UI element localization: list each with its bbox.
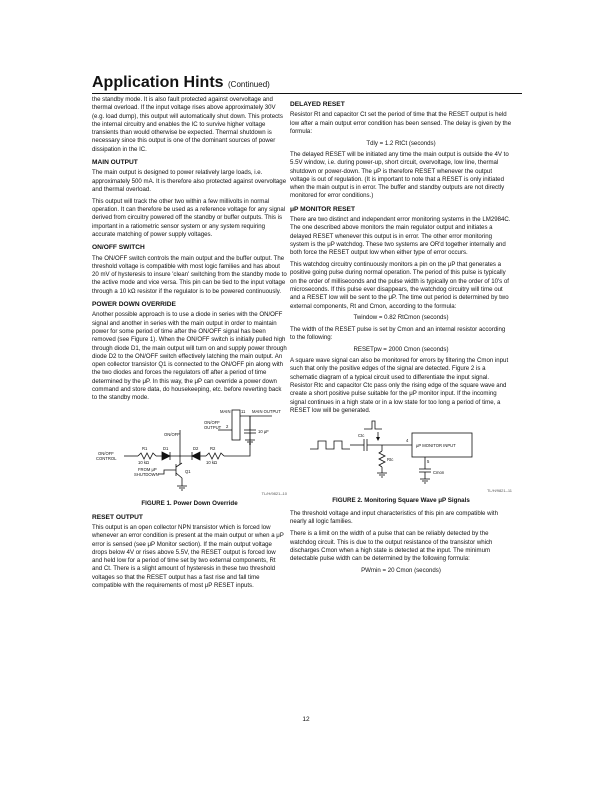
heading-up-monitor-reset: μP MONITOR RESET — [290, 205, 355, 213]
formula-pwmin: PWmin = 20 Cmon (seconds) — [361, 566, 441, 574]
label-r1-value: 10 kΩ — [138, 460, 150, 466]
label-q1: Q1 — [185, 469, 191, 475]
label-r1: R1 — [142, 446, 148, 452]
left-column — [92, 96, 287, 594]
label-onoff-control-2: CONTROL — [96, 456, 117, 462]
heading-reset-output: RESET OUTPUT — [92, 513, 143, 521]
figure-1-note: TL/H/9821–10 — [261, 491, 287, 497]
label-rtc: Rtc — [387, 456, 394, 462]
ground-symbols — [377, 473, 430, 483]
label-pin2: 2 — [226, 424, 229, 430]
heading-on-off-switch: ON/OFF SWITCH — [92, 244, 145, 252]
r2-to-main-wire — [224, 416, 250, 456]
q1-emitter — [176, 473, 182, 478]
label-capacitor: 10 μF — [258, 429, 269, 435]
label-r2: R2 — [210, 446, 216, 452]
formula-twindow: Twindow = 0.82 RtCmon (seconds) — [353, 314, 449, 322]
paragraph-main-output-1: The main output is designed to power relatively large loads, i.e. approximately 500 mA. It is therefore also protected against overvoltage and thermal overload. — [92, 169, 287, 193]
diode-d1 — [162, 452, 170, 460]
label-onoff-output-1: ON/OFF — [204, 420, 220, 426]
continued-label: (Continued) — [228, 80, 270, 89]
label-cmon: Cmon — [433, 469, 445, 475]
resistor-rtc — [379, 451, 385, 467]
regulator-block — [232, 410, 240, 440]
q1-base-wire — [158, 470, 176, 474]
label-pin4: 4 — [406, 437, 409, 443]
resistor-r2 — [206, 453, 224, 459]
label-onoff-control-1: ON/OFF — [98, 451, 114, 457]
paragraph-monitor-1: There are two distinct and independent error monitoring systems in the LM2984C. The one described above monitors the main regulator output and initiates a delayed RESET whenever this output is in error. The other error monitoring system is the μP watchdog. These two systems are OR'd together internally and both force the RESET output low when either type of error occurs. — [290, 216, 511, 257]
formula-tdly: Tdly = 1.2 RtCt (seconds) — [366, 139, 436, 147]
figure-1-caption: FIGURE 1. Power Down Override — [141, 500, 238, 508]
paragraph-main-output-2: This output will track the other two within a few millivolts in normal operation. It can therefore be used as a reference voltage for any signal derived from circuitry powered off the standby or buffer outputs. This is important in a ratiometric sensor system or any system requiring accurate matching of power supply voltages. — [92, 197, 286, 238]
paragraph-intro: the standby mode. It is also fault protected against overvoltage and thermal overload. If the input voltage rises above approximately 30V (e.g. load dump), this output will automatically shut down. This protects the internal circuitry and enables the IC to survive higher voltage transients than would otherwise be expected. Thermal shutdown is necessary since this output is one of the dominant sources of power dissipation in the IC. — [92, 96, 283, 153]
header-rule — [92, 93, 522, 94]
label-ctc: Ctc — [358, 432, 365, 438]
right-column — [290, 96, 512, 578]
label-from-up-1: FROM μP — [138, 467, 157, 473]
figure-2-schematic — [290, 419, 512, 491]
paragraph-monitor-4: A square wave signal can also be monitored for errors by filtering the Cmon input such that only the positive edges of the signal are detected. Figure 2 is a schematic diagram of a typical circuit used to differentiate the input signal. Resistor Rtc and capacitor Ctc pass only the rising edge of the square wave and create a short positive pulse suitable for the μP monitor input. If the incoming signal continues in a high state or in a low state for too long a period of time, a RESET low will be generated. — [290, 357, 509, 414]
page-number: 12 — [302, 716, 310, 723]
figure-2-caption: FIGURE 2. Monitoring Square Wave μP Signals — [332, 496, 470, 504]
paragraph-monitor-2: This watchdog circuitry continuously monitors a pin on the μP that generates a positive going pulse during normal operation. The period of this pulse is typically on the order of milliseconds and the pulse width is typically on the order of 10's of microseconds. If this pulse ever disappears, the watchdog circuitry will time out and a RESET low will be sent to the μP. The time out period is determined by two external components, Rt and Cmon, according to the formula: — [290, 261, 509, 310]
ground-symbols — [177, 440, 255, 490]
label-onoff-output-2: OUTPUT — [204, 425, 222, 431]
square-wave — [310, 441, 350, 449]
label-d1: D1 — [163, 446, 169, 452]
label-pin5: 5 — [427, 458, 430, 464]
heading-power-down-override: POWER DOWN OVERRIDE — [92, 301, 176, 309]
paragraph-delayed-reset-1: Resistor Rt and capacitor Ct set the period of time that the RESET output is held low after a main output error condition has been sensed. The delay is given by the formula: — [290, 111, 512, 135]
paragraph-on-off-switch: The ON/OFF switch controls the main output and the buffer output. The threshold voltage is compatible with most logic families and has about 20 mV of hysteresis to insure 'clean' switching from the standby mode to the active mode and vice versa. This pin can be tied to the input voltage through a 10 kΩ resistor if the regulator is to be powered continuously. — [92, 254, 287, 295]
formula-resetpw: RESETpw = 2000 Cmon (seconds) — [353, 345, 449, 353]
heading-delayed-reset: DELAYED RESET — [290, 101, 345, 108]
q1-collector — [176, 463, 182, 467]
paragraph-delayed-reset-2: The delayed RESET will be initiated any time the main output is outside the 4V to 5.5V window, i.e. during power-up, short circuit, overvoltage, low line, thermal shutdown or power-down. The μP is therefore RESET whenever the output voltage is out of regulation. (It is important to note that a RESET is only initiated when the main output is in error. The buffer and standby outputs are not directly monitored for error conditions.) — [290, 150, 509, 200]
diode-d2 — [192, 452, 200, 460]
paragraph-power-down-override: Another possible approach is to use a diode in series with the ON/OFF signal and another in series with the main output in order to maintain power for some period of time after the ON/OFF signal has been removed (see Figure 1). When the ON/OFF switch is initially pulled high through diode D1, the main output will turn on and supply power through diode D2 to the ON/OFF switch effectively latching the main output. An open collector transistor Q1 is connected to the ON/OFF pin along with the two diodes and forces the regulators off after a period of time determined by the μP. In this way, the μP can override a power down command and store data, do housekeeping, etc. before reverting back to the standby mode. — [92, 311, 287, 402]
label-pin11: 11 — [241, 409, 246, 415]
figure-2-note: TL/H/9821–11 — [486, 487, 512, 493]
paragraph-monitor-5: The threshold voltage and input characteristics of this pin are compatible with nearly all logic families. — [290, 510, 498, 526]
heading-main-output: MAIN OUTPUT — [92, 159, 138, 167]
paragraph-reset-output: This output is an open collector NPN transistor which is forced low whenever an error condition is present at the main output or when a μP error is sensed (see μP Monitor section). If the main output voltage drops below 4V or rises above 5.5V, the RESET output is forced low and held low for a period of time set by two external components, Rt and Ct. There is a slight amount of hysteresis in these two threshold voltages so that the RESET output has a fast rise and fall time compatible with the requirements of most μP RESET inputs. — [92, 523, 284, 590]
figure-1-schematic — [92, 406, 287, 494]
label-up-monitor-input: μP MONITOR INPUT — [416, 442, 456, 448]
paragraph-monitor-6: There is a limit on the width of a pulse that can be reliably detected by the watchdog circuit. This is due to the output resistance of the transistor which discharges Cmon when a high state is detected at the input. The minimum detectable pulse width can be determined by the following formula: — [290, 530, 493, 563]
pulse-arrowhead — [376, 437, 380, 441]
label-r2-value: 10 kΩ — [206, 460, 218, 466]
label-d2: D2 — [193, 446, 199, 452]
page-title: Application Hints (Continued) — [92, 74, 270, 91]
pulse-shape — [364, 421, 382, 429]
resistor-r1 — [138, 453, 156, 459]
label-main: MAIN — [220, 409, 231, 415]
paragraph-monitor-3: The width of the RESET pulse is set by Cmon and an internal resistor according to the following: — [290, 325, 506, 341]
label-onoff-header: ON/OFF — [164, 432, 180, 438]
label-from-up-2: SHUTDOWN — [134, 472, 159, 478]
label-main-output: MAIN OUTPUT — [252, 409, 281, 415]
